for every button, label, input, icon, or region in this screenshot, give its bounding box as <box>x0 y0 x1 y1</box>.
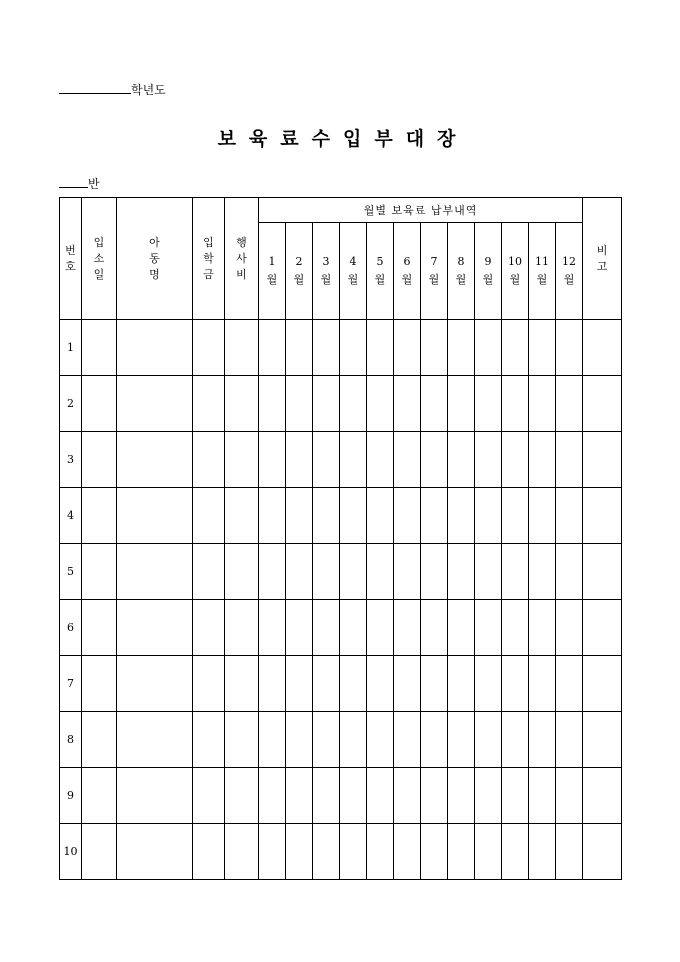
entry-cell[interactable] <box>340 376 367 432</box>
entry-cell[interactable] <box>475 600 502 656</box>
entry-cell[interactable] <box>340 656 367 712</box>
header-char: 비 <box>596 243 608 257</box>
entry-cell[interactable] <box>502 432 529 488</box>
entry-cell[interactable] <box>117 376 193 432</box>
entry-cell[interactable] <box>225 320 259 376</box>
entry-cell[interactable] <box>82 600 117 656</box>
header-char: 금 <box>203 267 214 281</box>
entry-cell[interactable] <box>367 768 394 824</box>
row-number: 4 <box>60 488 82 544</box>
entry-cell[interactable] <box>259 768 286 824</box>
month-unit: 월 <box>482 273 494 286</box>
entry-cell[interactable] <box>583 824 622 880</box>
class-suffix: 반 <box>88 177 100 191</box>
entry-cell[interactable] <box>286 376 313 432</box>
entry-cell[interactable] <box>394 432 421 488</box>
month-unit: 월 <box>428 273 440 286</box>
entry-cell[interactable] <box>583 544 622 600</box>
entry-cell[interactable] <box>475 656 502 712</box>
row-number: 6 <box>60 600 82 656</box>
header-month-9 <box>475 223 502 320</box>
entry-cell[interactable] <box>529 712 556 768</box>
entry-cell[interactable] <box>340 824 367 880</box>
entry-cell[interactable] <box>502 320 529 376</box>
header-month-4 <box>340 223 367 320</box>
month-number: 2 <box>295 255 303 268</box>
header-month-11 <box>529 223 556 320</box>
month-unit: 월 <box>347 273 359 286</box>
row-number: 8 <box>60 712 82 768</box>
header-enroll-date <box>82 198 117 320</box>
entry-cell[interactable] <box>394 824 421 880</box>
month-unit: 월 <box>563 273 575 286</box>
entry-cell[interactable] <box>117 824 193 880</box>
entry-cell[interactable] <box>556 824 583 880</box>
row-number: 2 <box>60 376 82 432</box>
entry-cell[interactable] <box>259 432 286 488</box>
entry-cell[interactable] <box>82 376 117 432</box>
entry-cell[interactable] <box>313 600 340 656</box>
entry-cell[interactable] <box>313 432 340 488</box>
header-month-6 <box>394 223 421 320</box>
entry-cell[interactable] <box>421 432 448 488</box>
entry-cell[interactable] <box>583 600 622 656</box>
entry-cell[interactable] <box>394 656 421 712</box>
header-char: 비 <box>236 267 247 281</box>
table-row <box>60 824 622 880</box>
header-child-name <box>117 198 193 320</box>
entry-cell[interactable] <box>193 600 225 656</box>
entry-cell[interactable] <box>583 320 622 376</box>
month-number: 9 <box>484 255 492 268</box>
entry-cell[interactable] <box>421 656 448 712</box>
entry-cell[interactable] <box>394 376 421 432</box>
entry-cell[interactable] <box>340 712 367 768</box>
entry-cell[interactable] <box>502 712 529 768</box>
entry-cell[interactable] <box>340 544 367 600</box>
entry-cell[interactable] <box>583 712 622 768</box>
entry-cell[interactable] <box>286 432 313 488</box>
entry-cell[interactable] <box>313 320 340 376</box>
header-month-5 <box>367 223 394 320</box>
month-number: 12 <box>562 255 577 268</box>
entry-cell[interactable] <box>286 656 313 712</box>
entry-cell[interactable] <box>225 656 259 712</box>
entry-cell[interactable] <box>286 544 313 600</box>
year-suffix: 학년도 <box>131 83 166 97</box>
entry-cell[interactable] <box>313 544 340 600</box>
entry-cell[interactable] <box>583 768 622 824</box>
entry-cell[interactable] <box>286 488 313 544</box>
entry-cell[interactable] <box>286 824 313 880</box>
academic-year-line <box>59 80 166 98</box>
entry-cell[interactable] <box>82 432 117 488</box>
entry-cell[interactable] <box>583 432 622 488</box>
entry-cell[interactable] <box>340 768 367 824</box>
table-row <box>60 768 622 824</box>
header-char: 행 <box>236 235 247 249</box>
header-char: 명 <box>149 267 160 281</box>
entry-cell[interactable] <box>82 656 117 712</box>
entry-cell[interactable] <box>556 768 583 824</box>
entry-cell[interactable] <box>225 488 259 544</box>
header-char: 아 <box>149 235 160 249</box>
entry-cell[interactable] <box>502 376 529 432</box>
month-unit: 월 <box>266 273 278 286</box>
row-number: 3 <box>60 432 82 488</box>
entry-cell[interactable] <box>259 544 286 600</box>
entry-cell[interactable] <box>583 488 622 544</box>
entry-cell[interactable] <box>529 600 556 656</box>
table-row <box>60 488 622 544</box>
table-row <box>60 656 622 712</box>
month-number: 11 <box>535 255 549 268</box>
entry-cell[interactable] <box>394 600 421 656</box>
month-number: 5 <box>376 255 384 268</box>
class-blank[interactable] <box>59 174 88 188</box>
table-row <box>60 544 622 600</box>
entry-cell[interactable] <box>475 432 502 488</box>
entry-cell[interactable] <box>117 488 193 544</box>
header-month-10 <box>502 223 529 320</box>
entry-cell[interactable] <box>448 656 475 712</box>
month-number: 7 <box>430 255 438 268</box>
entry-cell[interactable] <box>421 712 448 768</box>
entry-cell[interactable] <box>117 320 193 376</box>
entry-cell[interactable] <box>502 656 529 712</box>
month-number: 1 <box>268 255 276 268</box>
entry-cell[interactable] <box>259 824 286 880</box>
entry-cell[interactable] <box>475 376 502 432</box>
month-number: 10 <box>508 255 522 268</box>
entry-cell[interactable] <box>313 712 340 768</box>
entry-cell[interactable] <box>313 656 340 712</box>
entry-cell[interactable] <box>394 320 421 376</box>
month-number: 6 <box>403 255 411 268</box>
entry-cell[interactable] <box>82 320 117 376</box>
entry-cell[interactable] <box>475 488 502 544</box>
entry-cell[interactable] <box>448 544 475 600</box>
row-number: 9 <box>60 768 82 824</box>
entry-cell[interactable] <box>529 320 556 376</box>
entry-cell[interactable] <box>421 488 448 544</box>
entry-cell[interactable] <box>117 432 193 488</box>
entry-cell[interactable] <box>583 656 622 712</box>
entry-cell[interactable] <box>193 656 225 712</box>
entry-cell[interactable] <box>502 488 529 544</box>
month-unit: 월 <box>320 273 332 286</box>
entry-cell[interactable] <box>475 768 502 824</box>
entry-cell[interactable] <box>193 320 225 376</box>
entry-cell[interactable] <box>225 600 259 656</box>
month-unit: 월 <box>455 273 467 286</box>
entry-cell[interactable] <box>225 376 259 432</box>
header-char: 일 <box>93 267 105 281</box>
header-event-fee <box>225 198 259 320</box>
entry-cell[interactable] <box>421 824 448 880</box>
entry-cell[interactable] <box>394 712 421 768</box>
header-entrance-fee <box>193 198 225 320</box>
month-number: 3 <box>322 255 330 268</box>
header-month-12 <box>556 223 583 320</box>
entry-cell[interactable] <box>193 488 225 544</box>
entry-cell[interactable] <box>421 768 448 824</box>
entry-cell[interactable] <box>286 768 313 824</box>
entry-cell[interactable] <box>448 712 475 768</box>
entry-cell[interactable] <box>286 712 313 768</box>
entry-cell[interactable] <box>117 544 193 600</box>
entry-cell[interactable] <box>82 824 117 880</box>
entry-cell[interactable] <box>502 768 529 824</box>
row-number: 10 <box>60 824 82 880</box>
entry-cell[interactable] <box>367 824 394 880</box>
entry-cell[interactable] <box>193 544 225 600</box>
entry-cell[interactable] <box>117 712 193 768</box>
row-number: 5 <box>60 544 82 600</box>
entry-cell[interactable] <box>394 768 421 824</box>
entry-cell[interactable] <box>117 656 193 712</box>
table-row <box>60 320 622 376</box>
entry-cell[interactable] <box>394 488 421 544</box>
entry-cell[interactable] <box>556 488 583 544</box>
class-line <box>59 174 100 192</box>
entry-cell[interactable] <box>225 544 259 600</box>
entry-cell[interactable] <box>193 432 225 488</box>
entry-cell[interactable] <box>286 600 313 656</box>
entry-cell[interactable] <box>367 544 394 600</box>
entry-cell[interactable] <box>448 600 475 656</box>
entry-cell[interactable] <box>448 376 475 432</box>
row-number: 1 <box>60 320 82 376</box>
entry-cell[interactable] <box>583 376 622 432</box>
entry-cell[interactable] <box>340 600 367 656</box>
header-number <box>60 198 82 320</box>
entry-cell[interactable] <box>502 600 529 656</box>
header-char: 입 <box>93 235 105 249</box>
entry-cell[interactable] <box>529 432 556 488</box>
entry-cell[interactable] <box>117 600 193 656</box>
entry-cell[interactable] <box>529 656 556 712</box>
entry-cell[interactable] <box>421 544 448 600</box>
entry-cell[interactable] <box>529 768 556 824</box>
entry-cell[interactable] <box>193 824 225 880</box>
entry-cell[interactable] <box>340 488 367 544</box>
header-month-3 <box>313 223 340 320</box>
header-char: 사 <box>236 251 247 265</box>
entry-cell[interactable] <box>340 432 367 488</box>
month-unit: 월 <box>509 273 521 286</box>
entry-cell[interactable] <box>502 824 529 880</box>
table-row <box>60 712 622 768</box>
entry-cell[interactable] <box>529 376 556 432</box>
entry-cell[interactable] <box>556 600 583 656</box>
entry-cell[interactable] <box>193 376 225 432</box>
entry-cell[interactable] <box>502 544 529 600</box>
entry-cell[interactable] <box>193 712 225 768</box>
entry-cell[interactable] <box>367 320 394 376</box>
entry-cell[interactable] <box>340 320 367 376</box>
entry-cell[interactable] <box>259 488 286 544</box>
entry-cell[interactable] <box>421 600 448 656</box>
entry-cell[interactable] <box>394 544 421 600</box>
month-unit: 월 <box>374 273 386 286</box>
entry-cell[interactable] <box>367 432 394 488</box>
header-remarks <box>583 198 622 320</box>
entry-cell[interactable] <box>313 824 340 880</box>
header-char: 소 <box>93 251 105 265</box>
entry-cell[interactable] <box>475 320 502 376</box>
month-unit: 월 <box>293 273 305 286</box>
entry-cell[interactable] <box>259 656 286 712</box>
entry-cell[interactable] <box>259 320 286 376</box>
entry-cell[interactable] <box>556 712 583 768</box>
entry-cell[interactable] <box>475 712 502 768</box>
entry-cell[interactable] <box>475 544 502 600</box>
month-number: 4 <box>349 255 357 268</box>
header-char: 입 <box>203 235 214 249</box>
entry-cell[interactable] <box>259 712 286 768</box>
entry-cell[interactable] <box>529 824 556 880</box>
fee-ledger-table <box>59 197 622 880</box>
entry-cell[interactable] <box>313 768 340 824</box>
header-monthly-group: 월별 보육료 납부내역 <box>259 198 583 223</box>
entry-cell[interactable] <box>367 376 394 432</box>
entry-cell[interactable] <box>367 600 394 656</box>
header-char: 호 <box>65 259 76 273</box>
entry-cell[interactable] <box>225 712 259 768</box>
entry-cell[interactable] <box>556 656 583 712</box>
entry-cell[interactable] <box>556 376 583 432</box>
entry-cell[interactable] <box>117 768 193 824</box>
header-char: 고 <box>596 259 608 273</box>
entry-cell[interactable] <box>556 544 583 600</box>
entry-cell[interactable] <box>259 376 286 432</box>
entry-cell[interactable] <box>367 656 394 712</box>
header-char: 번 <box>65 243 76 257</box>
entry-cell[interactable] <box>556 320 583 376</box>
entry-cell[interactable] <box>448 824 475 880</box>
entry-cell[interactable] <box>556 432 583 488</box>
entry-cell[interactable] <box>448 432 475 488</box>
entry-cell[interactable] <box>529 488 556 544</box>
entry-cell[interactable] <box>448 768 475 824</box>
entry-cell[interactable] <box>82 712 117 768</box>
entry-cell[interactable] <box>225 432 259 488</box>
header-char: 학 <box>203 251 214 265</box>
entry-cell[interactable] <box>448 488 475 544</box>
table-row <box>60 376 622 432</box>
entry-cell[interactable] <box>82 488 117 544</box>
header-char: 동 <box>149 251 160 265</box>
header-month-8 <box>448 223 475 320</box>
year-blank[interactable] <box>59 80 131 94</box>
header-month-7 <box>421 223 448 320</box>
entry-cell[interactable] <box>313 488 340 544</box>
table-row <box>60 600 622 656</box>
entry-cell[interactable] <box>367 712 394 768</box>
month-unit: 월 <box>536 273 548 286</box>
page-title: 보육료수입부대장 <box>217 128 469 150</box>
entry-cell[interactable] <box>448 320 475 376</box>
table-row <box>60 432 622 488</box>
entry-cell[interactable] <box>82 544 117 600</box>
entry-cell[interactable] <box>421 376 448 432</box>
entry-cell[interactable] <box>367 488 394 544</box>
entry-cell[interactable] <box>313 376 340 432</box>
entry-cell[interactable] <box>259 600 286 656</box>
entry-cell[interactable] <box>286 320 313 376</box>
entry-cell[interactable] <box>82 768 117 824</box>
header-month-1 <box>259 223 286 320</box>
entry-cell[interactable] <box>529 544 556 600</box>
row-number: 7 <box>60 656 82 712</box>
entry-cell[interactable] <box>225 768 259 824</box>
entry-cell[interactable] <box>225 824 259 880</box>
entry-cell[interactable] <box>475 824 502 880</box>
entry-cell[interactable] <box>421 320 448 376</box>
header-month-2 <box>286 223 313 320</box>
entry-cell[interactable] <box>193 768 225 824</box>
month-unit: 월 <box>401 273 413 286</box>
month-number: 8 <box>457 255 465 268</box>
